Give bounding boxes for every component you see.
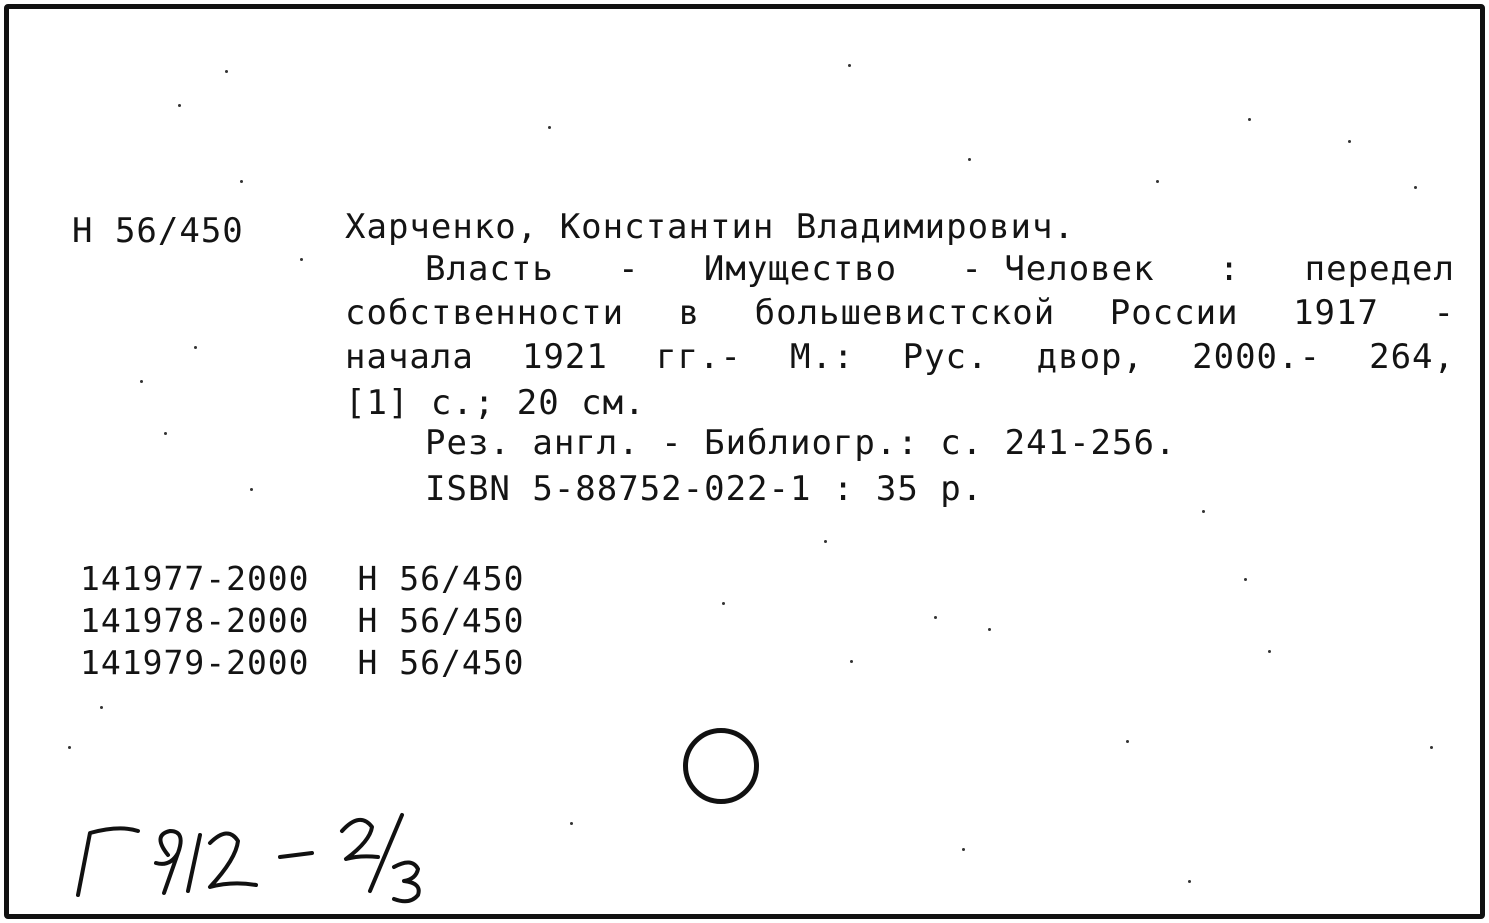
speck <box>300 258 303 261</box>
title-word: М.: <box>790 337 855 377</box>
inventory-shelf: Н 56/450 <box>357 559 525 598</box>
call-number: Н 56/450 <box>72 211 244 251</box>
speck <box>934 616 937 619</box>
speck <box>250 488 253 491</box>
speck <box>1268 650 1271 653</box>
title-word: : <box>1218 249 1241 289</box>
title-word: - Человек <box>961 249 1155 289</box>
speck <box>1430 746 1433 749</box>
inventory-number: 141978-2000 <box>80 601 310 640</box>
speck <box>225 70 228 73</box>
speck <box>968 158 971 161</box>
title-word: 1917 <box>1293 293 1379 333</box>
title-word: передел <box>1304 249 1455 289</box>
isbn-line: ISBN 5-88752-022-1 : 35 р. <box>425 469 984 509</box>
title-word: Рус. <box>902 337 989 377</box>
inventory-row <box>80 600 525 642</box>
speck <box>1244 578 1247 581</box>
handwritten-shelf-mark <box>60 795 480 905</box>
speck <box>100 706 103 709</box>
speck <box>1126 740 1129 743</box>
speck <box>240 180 243 183</box>
author-heading: Харченко, Константин Владимирович. <box>345 207 1075 247</box>
title-line-3 <box>345 334 1455 380</box>
speck <box>1348 140 1351 143</box>
inventory-row <box>80 642 525 684</box>
title-word: начала <box>345 337 474 377</box>
title-word: Власть <box>425 249 554 289</box>
inventory-shelf: Н 56/450 <box>357 643 525 682</box>
title-word: Имущество <box>703 249 898 289</box>
speck <box>1156 180 1159 183</box>
title-word: 2000.- <box>1192 337 1321 377</box>
title-word: России <box>1109 293 1239 333</box>
title-line-2 <box>345 290 1455 336</box>
speck <box>1202 510 1205 513</box>
inventory-list <box>80 558 525 684</box>
speck <box>140 380 143 383</box>
speck <box>570 822 573 825</box>
inventory-row <box>80 558 525 600</box>
inventory-number: 141977-2000 <box>80 559 310 598</box>
speck <box>68 746 71 749</box>
title-word: 264, <box>1369 337 1455 377</box>
speck <box>178 104 181 107</box>
speck <box>548 126 551 129</box>
inventory-number: 141979-2000 <box>80 643 310 682</box>
title-word: 1921 <box>521 337 608 377</box>
title-line-1 <box>425 246 1455 292</box>
bibliography-note: Рез. англ. - Библиогр.: с. 241-256. <box>425 423 1177 463</box>
physical-description: [1] с.; 20 см. <box>345 383 646 423</box>
title-word: гг.- <box>656 337 742 377</box>
speck <box>1248 118 1251 121</box>
title-word: собственности <box>345 293 625 333</box>
title-word: в <box>678 293 701 333</box>
title-word: - <box>1433 293 1455 333</box>
speck <box>848 64 851 67</box>
speck <box>850 660 853 663</box>
speck <box>1188 880 1191 883</box>
speck <box>194 346 197 349</box>
title-word: большевистской <box>754 293 1056 333</box>
title-word: - <box>618 249 640 289</box>
speck <box>1414 186 1417 189</box>
speck <box>988 628 991 631</box>
inventory-shelf: Н 56/450 <box>357 601 525 640</box>
speck <box>962 848 965 851</box>
punch-hole <box>683 728 759 804</box>
speck <box>722 602 725 605</box>
title-word: двор, <box>1036 337 1144 377</box>
speck <box>164 432 167 435</box>
speck <box>824 540 827 543</box>
